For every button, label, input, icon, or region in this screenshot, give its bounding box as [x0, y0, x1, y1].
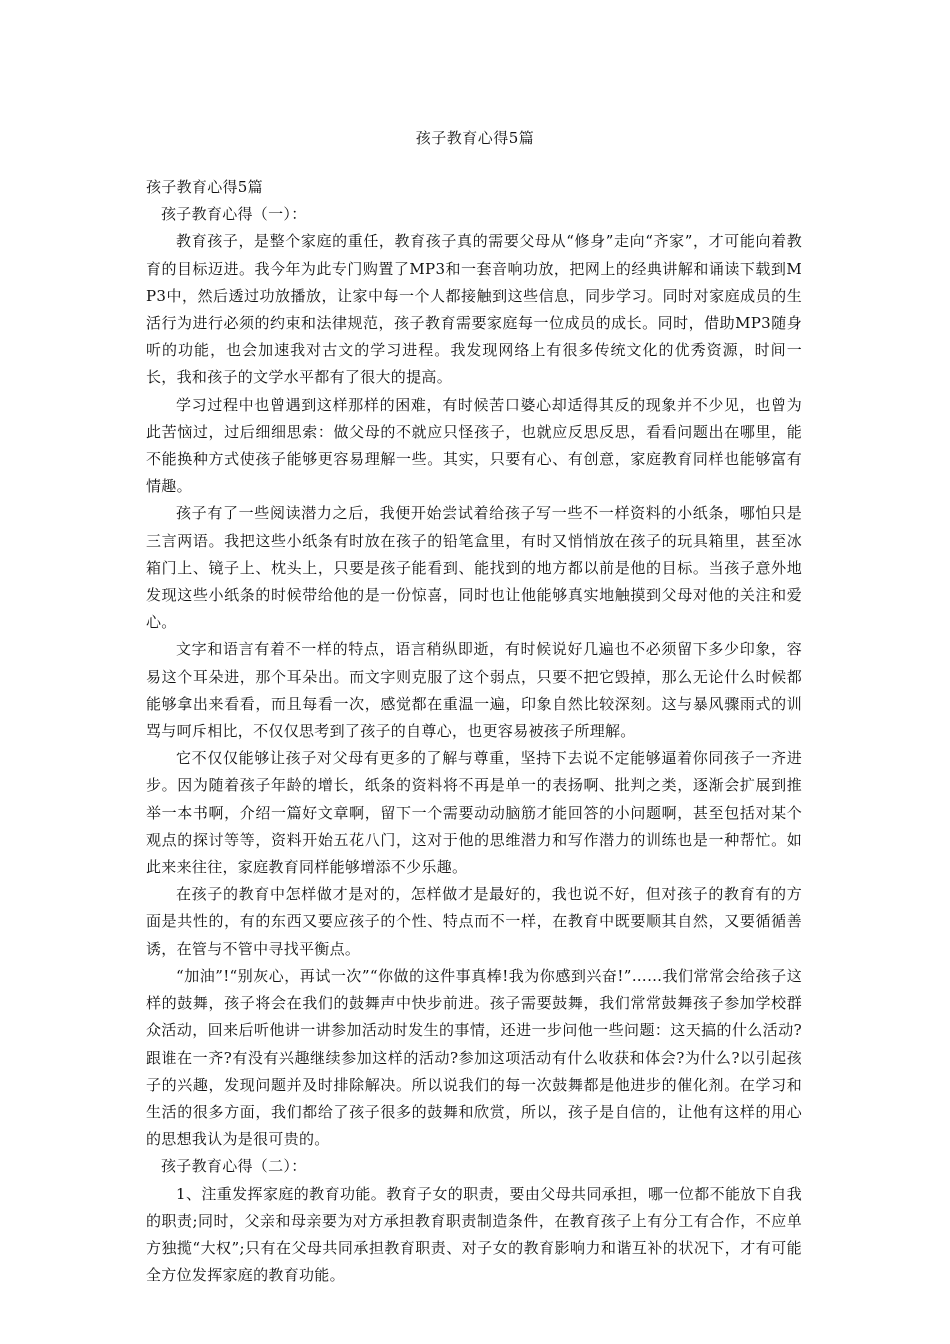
section-heading-2: 孩子教育心得（二）： — [161, 1157, 307, 1176]
paragraph: 1、注重发挥家庭的教育功能。教育子女的职责，要由父母共同承担，哪一位都不能放下自我的职责;同时，父亲和母亲要为对方承担教育职责制造条件，在教育孩子上有分工有合作，不应单方独揽“大权”;只有在父母共同承担教育职责、对子女的教育影响力和谐互补的状况下，才有可能全方位发挥家庭的教育功能。 — [146, 1184, 802, 1285]
paragraph: 教育孩子，是整个家庭的重任，教育孩子真的需要父母从“修身”走向“齐家”，才可能向着教育的目标迈进。我今年为此专门购置了MP3和一套音响功放，把网上的经典讲解和诵读下载到MP3中，然后透过功放播放，让家中每一个人都接触到这些信息，同步学习。同时对家庭成员的生活行为进行必须的约束和法律规范，孩子教育需要家庭每一位成员的成长。同时，借助MP3随身听的功能，也会加速我对古文的学习进程。我发现网络上有很多传统文化的优秀资源，时间一长，我和孩子的文学水平都有了很大的提高。 — [146, 232, 802, 387]
document-body — [146, 174, 802, 1289]
paragraph: 它不仅仅能够让孩子对父母有更多的了解与尊重，坚持下去说不定能够逼着你同孩子一齐进步。因为随着孩子年龄的增长，纸条的资料将不再是单一的表扬啊、批判之类，逐渐会扩展到推举一本书啊，介绍一篇好文章啊，留下一个需要动动脑筋才能回答的小问题啊，甚至包括对某个观点的探讨等等，资料开始五花八门，这对于他的思维潜力和写作潜力的训练也是一种帮忙。如此来来往往，家庭教育同样能够增添不少乐趣。 — [146, 749, 802, 877]
document-subtitle: 孩子教育心得5篇 — [146, 178, 263, 196]
paragraph: 孩子有了一些阅读潜力之后，我便开始尝试着给孩子写一些不一样资料的小纸条，哪怕只是三言两语。我把这些小纸条有时放在孩子的铅笔盒里，有时又悄悄放在孩子的玩具箱里，甚至冰箱门上、镜子上、枕头上，只要是孩子能看到、能找到的地方都以前是他的目标。当孩子意外地发现这些小纸条的时候带给他的是一份惊喜，同时也让他能够真实地触摸到父母对他的关注和爱心。 — [146, 504, 802, 632]
paragraph: 在孩子的教育中怎样做才是对的，怎样做才是最好的，我也说不好，但对孩子的教育有的方面是共性的，有的东西又要应孩子的个性、特点而不一样，在教育中既要顺其自然，又要循循善诱，在管与不管中寻找平衡点。 — [146, 885, 802, 958]
paragraph: 文字和语言有着不一样的特点，语言稍纵即逝，有时候说好几遍也不必须留下多少印象，容易这个耳朵进，那个耳朵出。而文字则克服了这个弱点，只要不把它毁掉，那么无论什么时候都能够拿出来看看，而且每看一次，感觉都在重温一遍，印象自然比较深刻。这与暴风骤雨式的训骂与呵斥相比，不仅仅思考到了孩子的自尊心，也更容易被孩子所理解。 — [146, 640, 802, 741]
document-title: 孩子教育心得5篇 — [415, 129, 535, 147]
paragraph: “加油”!“别灰心，再试一次”“你做的这件事真棒!我为你感到兴奋!”……我们常常会给孩子这样的鼓舞，孩子将会在我们的鼓舞声中快步前进。孩子需要鼓舞，我们常常鼓舞孩子参加学校群众活动，回来后听他讲一讲参加活动时发生的事情，还进一步问他一些问题：这天搞的什么活动?跟谁在一齐?有没有兴趣继续参加这样的活动?参加这项活动有什么收获和体会?为什么?以引起孩子的兴趣，发现问题并及时排除解决。所以说我们的每一次鼓舞都是他进步的催化剂。在学习和生活的很多方面，我们都给了孩子很多的鼓舞和欣赏，所以，孩子是自信的，让他有这样的用心的思想我认为是很可贵的。 — [146, 966, 802, 1149]
paragraph: 学习过程中也曾遇到这样那样的困难，有时候苦口婆心却适得其反的现象并不少见，也曾为此苦恼过，过后细细思索：做父母的不就应只怪孩子，也就应反思反思，看看问题出在哪里，能不能换种方式使孩子能够更容易理解一些。其实，只要有心、有创意，家庭教育同样也能够富有情趣。 — [146, 395, 802, 496]
section-heading-1: 孩子教育心得（一）： — [161, 205, 307, 224]
